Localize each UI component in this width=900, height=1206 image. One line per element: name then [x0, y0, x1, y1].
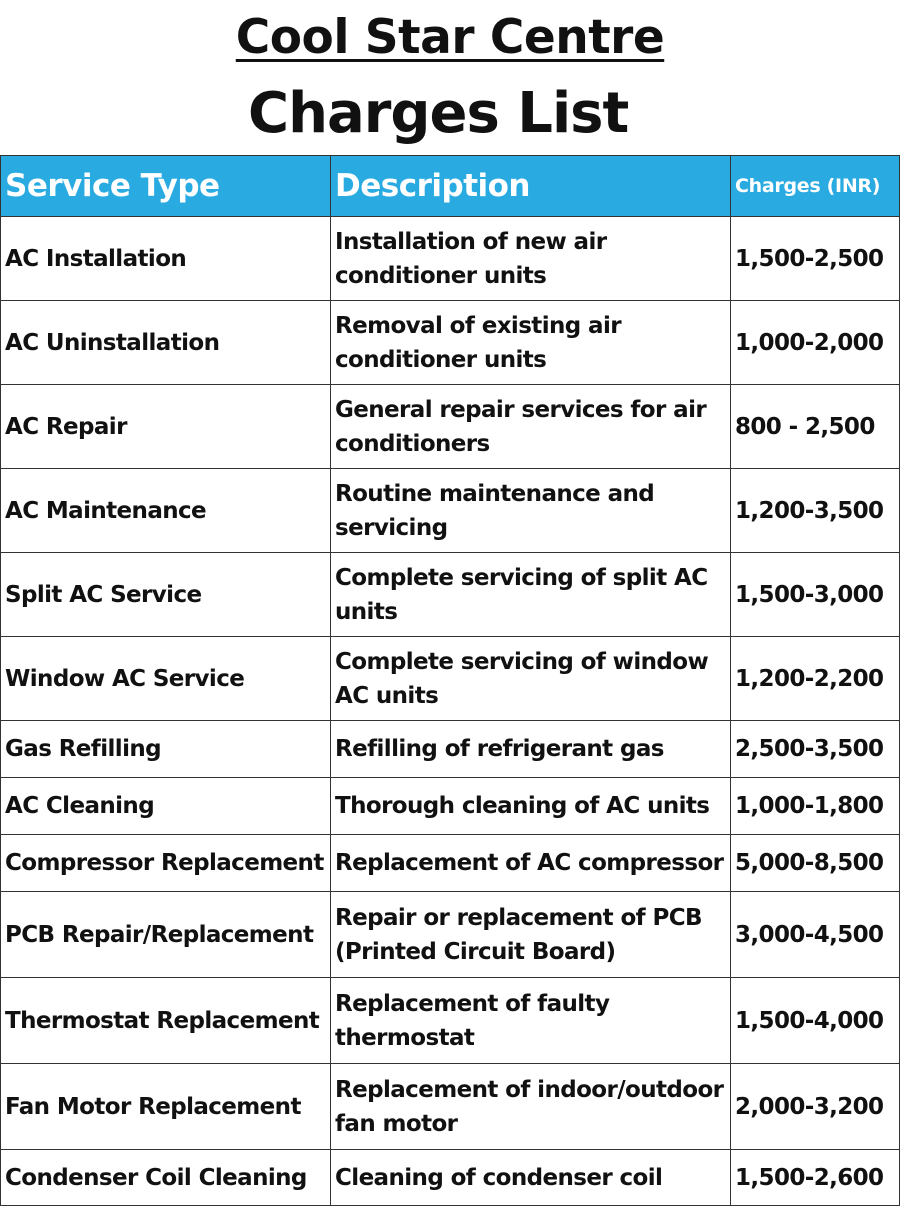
table-row [1, 835, 900, 892]
table-row [1, 637, 900, 721]
column-header-description: Description [331, 156, 731, 217]
column-header-service-type: Service Type [1, 156, 331, 217]
service-type-cell: Gas Refilling [1, 721, 331, 778]
service-type-cell: Compressor Replacement [1, 835, 331, 892]
charges-cell: 1,200-3,500 [731, 469, 900, 553]
description-cell: Repair or replacement of PCB (Printed Circuit Board) [331, 892, 731, 978]
table-row [1, 892, 900, 978]
charges-cell: 1,500-3,000 [731, 553, 900, 637]
service-type-cell: PCB Repair/Replacement [1, 892, 331, 978]
table-row [1, 1150, 900, 1206]
charges-cell: 2,500-3,500 [731, 721, 900, 778]
table-row [1, 721, 900, 778]
description-cell: Replacement of AC compressor [331, 835, 731, 892]
charges-cell: 1,500-4,000 [731, 978, 900, 1064]
charges-cell: 1,000-2,000 [731, 301, 900, 385]
description-cell: Complete servicing of split AC units [331, 553, 731, 637]
charges-cell: 1,500-2,500 [731, 217, 900, 301]
page-subtitle: Charges List [248, 81, 629, 146]
description-cell: Replacement of faulty thermostat [331, 978, 731, 1064]
service-type-cell: Split AC Service [1, 553, 331, 637]
description-cell: Removal of existing air conditioner units [331, 301, 731, 385]
description-cell: Routine maintenance and servicing [331, 469, 731, 553]
service-type-cell: Condenser Coil Cleaning [1, 1150, 331, 1206]
description-cell: Complete servicing of window AC units [331, 637, 731, 721]
table-row [1, 778, 900, 835]
charges-table [0, 155, 900, 1206]
service-type-cell: AC Uninstallation [1, 301, 331, 385]
table-row [1, 217, 900, 301]
service-type-cell: AC Installation [1, 217, 331, 301]
description-cell: Installation of new air conditioner units [331, 217, 731, 301]
charges-cell: 2,000-3,200 [731, 1064, 900, 1150]
description-cell: Thorough cleaning of AC units [331, 778, 731, 835]
service-type-cell: Window AC Service [1, 637, 331, 721]
service-type-cell: AC Repair [1, 385, 331, 469]
description-cell: Replacement of indoor/outdoor fan motor [331, 1064, 731, 1150]
page-title: Cool Star Centre [235, 10, 665, 65]
table-row [1, 978, 900, 1064]
charges-cell: 1,000-1,800 [731, 778, 900, 835]
charges-cell: 800 - 2,500 [731, 385, 900, 469]
service-type-cell: Thermostat Replacement [1, 978, 331, 1064]
table-row [1, 553, 900, 637]
table-row [1, 385, 900, 469]
service-type-cell: Fan Motor Replacement [1, 1064, 331, 1150]
service-type-cell: AC Maintenance [1, 469, 331, 553]
description-cell: Cleaning of condenser coil [331, 1150, 731, 1206]
charges-cell: 5,000-8,500 [731, 835, 900, 892]
charges-cell: 1,200-2,200 [731, 637, 900, 721]
charges-cell: 1,500-2,600 [731, 1150, 900, 1206]
column-header-charges: Charges (INR) [731, 156, 900, 217]
table-row [1, 469, 900, 553]
description-cell: General repair services for air conditioners [331, 385, 731, 469]
table-row [1, 301, 900, 385]
service-type-cell: AC Cleaning [1, 778, 331, 835]
description-cell: Refilling of refrigerant gas [331, 721, 731, 778]
charges-cell: 3,000-4,500 [731, 892, 900, 978]
table-row [1, 1064, 900, 1150]
table-header-row [1, 156, 900, 217]
